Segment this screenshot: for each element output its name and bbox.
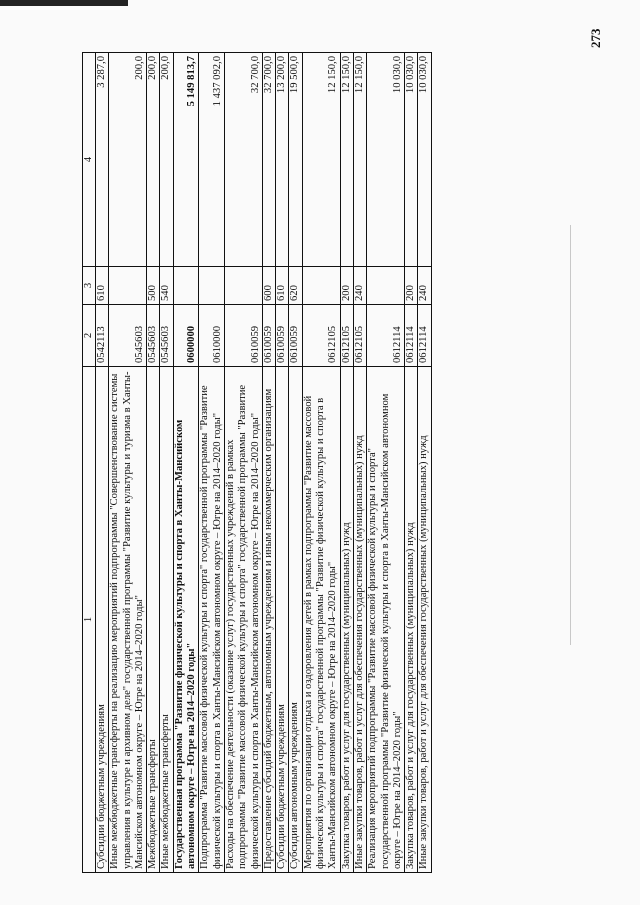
table-row	[418, 53, 431, 873]
table-row	[405, 53, 418, 873]
row-amount: 12 150,0	[340, 53, 353, 267]
row-name: Предоставление субсидий бюджетным, автономным учреждениям и иным некоммерческим организациям	[262, 367, 275, 873]
row-amount: 19 500,0	[289, 53, 302, 267]
row-code: 0612114	[367, 305, 405, 367]
row-amount: 32 700,0	[262, 53, 275, 267]
row-name: Субсидии автономным учреждениям	[289, 367, 302, 873]
row-amount: 200,0	[160, 53, 173, 267]
row-code: 0612114	[405, 305, 418, 367]
row-name: Закупка товаров, работ и услуг для государственных (муниципальных) нужд	[405, 367, 418, 873]
header-col-3: 3	[83, 267, 96, 305]
row-code: 0610000	[199, 305, 225, 367]
table-row	[367, 53, 405, 873]
row-amount: 1 437 092,0	[199, 53, 225, 267]
table-row	[173, 53, 199, 873]
table-row	[302, 53, 340, 873]
row-name: Субсидии бюджетным учреждениям	[96, 367, 109, 873]
row-expense-type: 500	[147, 267, 160, 305]
row-code: 0612114	[418, 305, 431, 367]
row-code: 0610059	[262, 305, 275, 367]
page-number: 273	[588, 28, 603, 48]
row-name: Мероприятия по организации отдыха и оздоровления детей в рамках подпрограммы "Развитие массовой физической культуры и спорта" государственной программы "Развитие физической культуры и спорта в Ханты-Мансийском автономном округе – Югре на 2014–2020 годы"	[302, 367, 340, 873]
row-expense-type	[109, 267, 147, 305]
row-code: 0610059	[224, 305, 262, 367]
row-expense-type	[367, 267, 405, 305]
row-code: 0612105	[353, 305, 366, 367]
row-amount: 10 030,0	[418, 53, 431, 267]
row-name: Государственная программа "Развитие физической культуры и спорта в Ханты-Мансийском автономном округе – Югре на 2014–2020 годы"	[173, 367, 199, 873]
row-code: 0545603	[109, 305, 147, 367]
rotated-table-container	[82, 53, 566, 873]
row-amount: 10 030,0	[405, 53, 418, 267]
header-col-1: 1	[83, 367, 96, 873]
row-code: 0612105	[302, 305, 340, 367]
table-row	[147, 53, 160, 873]
row-expense-type: 600	[262, 267, 275, 305]
table-row	[109, 53, 147, 873]
row-amount: 32 700,0	[224, 53, 262, 267]
table-row	[276, 53, 289, 873]
row-name: Иные межбюджетные трансферты	[160, 367, 173, 873]
row-amount: 3 287,0	[96, 53, 109, 267]
scan-fold-line	[570, 225, 571, 645]
row-name: Иные межбюджетные трансферты на реализацию мероприятий подпрограммы "Совершенствование системы управления в культуре и архивном деле" государственной программы "Развитие культуры и туризма в Ханты-Мансийском автономном округе – Югре на 2014–2020 годы"	[109, 367, 147, 873]
row-expense-type: 200	[340, 267, 353, 305]
row-expense-type: 240	[418, 267, 431, 305]
row-expense-type	[224, 267, 262, 305]
row-expense-type: 540	[160, 267, 173, 305]
table-row	[96, 53, 109, 873]
row-expense-type: 610	[276, 267, 289, 305]
row-expense-type: 620	[289, 267, 302, 305]
row-amount: 10 030,0	[367, 53, 405, 267]
row-code: 0542113	[96, 305, 109, 367]
row-name: Расходы на обеспечение деятельности (оказание услуг) государственных учреждений в рамках подпрограммы "Развитие массовой физической культуры и спорта" государственной программы "Развитие физической культуры и спорта в Ханты-Мансийском автономном округе – Югре на 2014–2020 годы"	[224, 367, 262, 873]
row-code: 0612105	[340, 305, 353, 367]
header-col-2: 2	[83, 305, 96, 367]
row-amount: 200,0	[109, 53, 147, 267]
row-code: 0545603	[147, 305, 160, 367]
row-name: Подпрограмма "Развитие массовой физической культуры и спорта" государственной программы "Развитие физической культуры и спорта в Ханты-Мансийском автономном округе – Югре на 2014–2020 годы"	[199, 367, 225, 873]
table-row	[289, 53, 302, 873]
row-code: 0610059	[276, 305, 289, 367]
row-expense-type: 610	[96, 267, 109, 305]
header-row	[83, 53, 96, 873]
row-name: Иные закупки товаров, работ и услуг для обеспечения государственных (муниципальных) нужд	[418, 367, 431, 873]
table-row	[340, 53, 353, 873]
row-name: Реализация мероприятий подпрограммы "Развитие массовой физической культуры и спорта" государственной программы "Развитие физической культуры и спорта в Ханты-Мансийском автономном округе – Югре на 2014–2020 годы"	[367, 367, 405, 873]
row-amount: 13 200,0	[276, 53, 289, 267]
table-row	[199, 53, 225, 873]
row-expense-type	[302, 267, 340, 305]
row-name: Закупка товаров, работ и услуг для государственных (муниципальных) нужд	[340, 367, 353, 873]
row-amount: 5 149 813,7	[173, 53, 199, 267]
top-edge-mark	[0, 0, 128, 6]
row-expense-type	[199, 267, 225, 305]
table-row	[353, 53, 366, 873]
table-row	[224, 53, 262, 873]
budget-table	[82, 52, 432, 873]
row-name: Субсидии бюджетным учреждениям	[276, 367, 289, 873]
table-row	[262, 53, 275, 873]
table-row	[160, 53, 173, 873]
row-expense-type	[173, 267, 199, 305]
row-amount: 12 150,0	[353, 53, 366, 267]
header-col-4: 4	[83, 53, 96, 267]
row-amount: 200,0	[147, 53, 160, 267]
row-name: Межбюджетные трансферты	[147, 367, 160, 873]
row-amount: 12 150,0	[302, 53, 340, 267]
row-expense-type: 200	[405, 267, 418, 305]
row-code: 0600000	[173, 305, 199, 367]
row-code: 0545603	[160, 305, 173, 367]
row-code: 0610059	[289, 305, 302, 367]
row-expense-type: 240	[353, 267, 366, 305]
row-name: Иные закупки товаров, работ и услуг для обеспечения государственных (муниципальных) нужд	[353, 367, 366, 873]
